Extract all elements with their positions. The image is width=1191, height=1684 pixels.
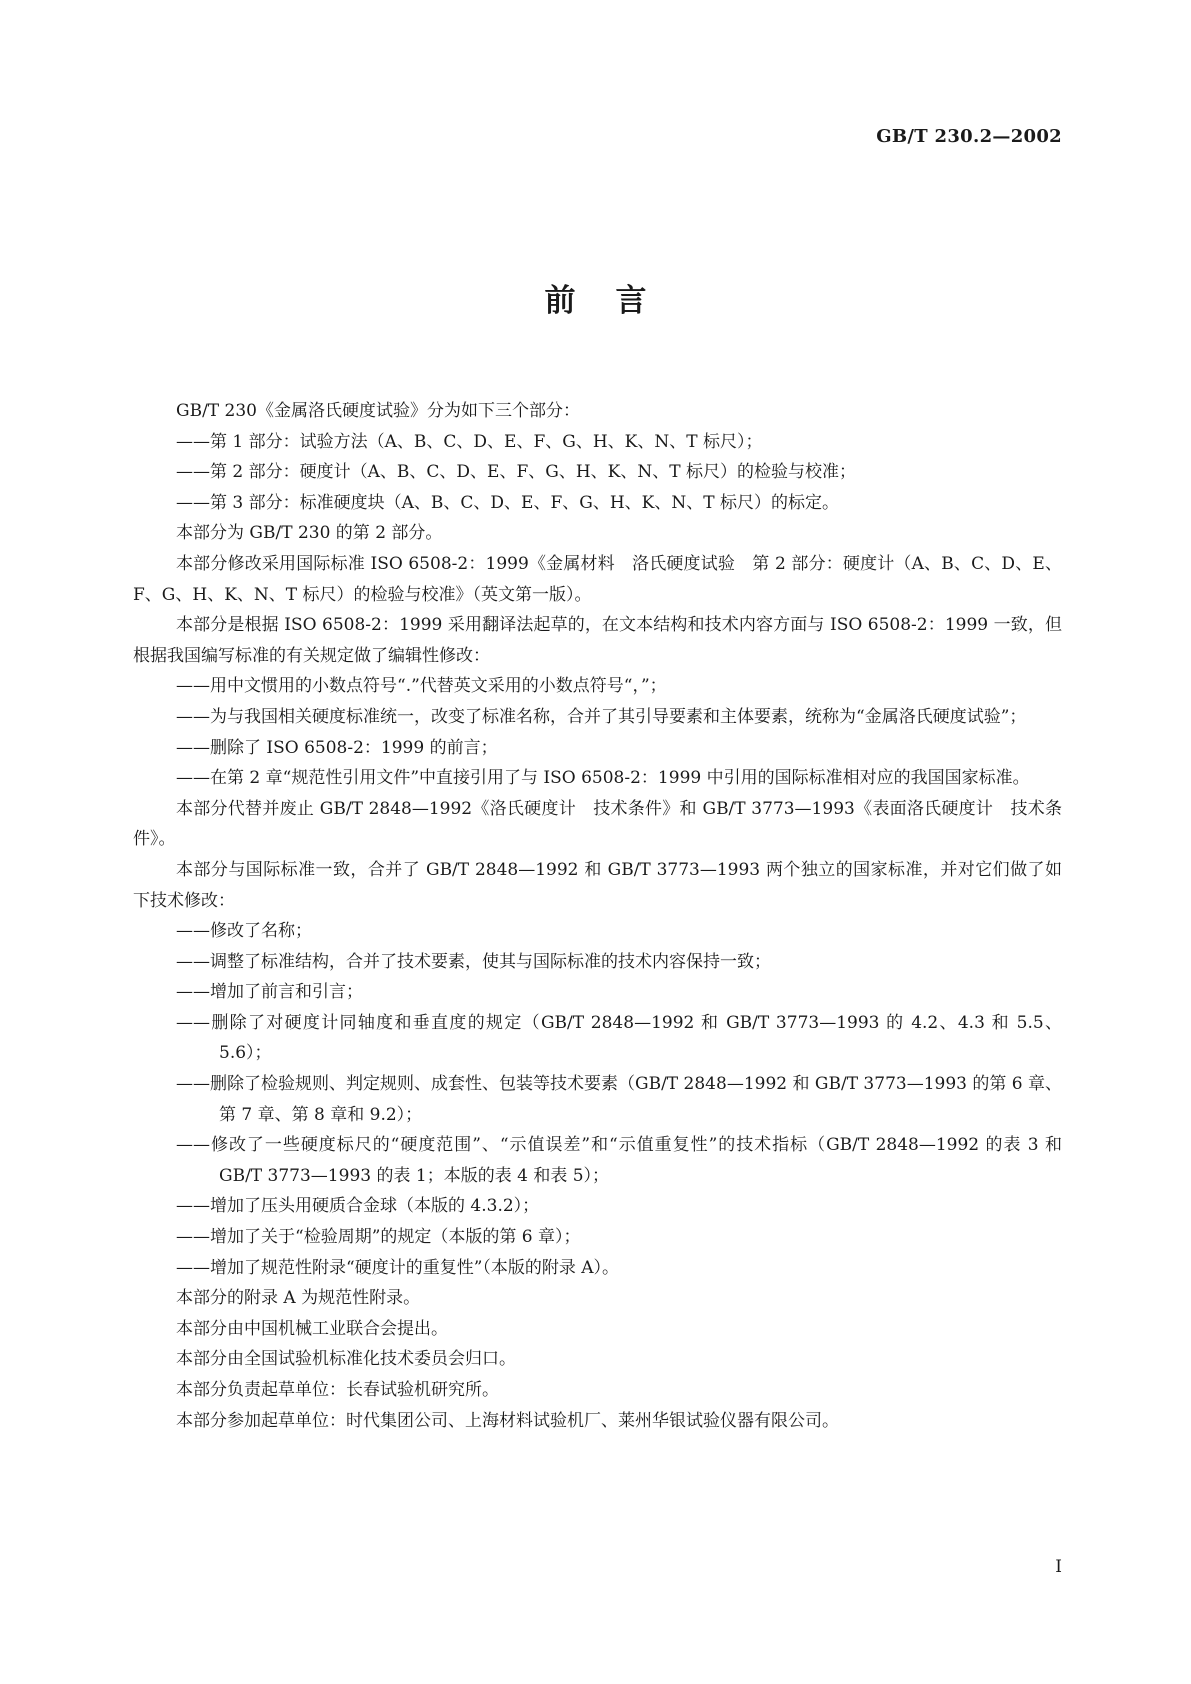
page-title: 前言 xyxy=(544,283,687,319)
list-item: ——修改了一些硬度标尺的“硬度范围”、“示值误差”和“示值重复性”的技术指标（GB/T 2848—1992 的表 3 和 GB/T 3773—1993 的表 1；本版的表 4 和表 5）； xyxy=(176,1135,1062,1186)
list-item: ——第 3 部分：标准硬度块（A、B、C、D、E、F、G、H、K、N、T 标尺）的标定。 xyxy=(176,492,839,513)
list-item: ——增加了关于“检验周期”的规定（本版的第 6 章）； xyxy=(176,1227,581,1248)
paragraph: 本部分代替并废止 GB/T 2848—1992《洛氏硬度计 技术条件》和 GB/T 3773—1993《表面洛氏硬度计 技术条件》。 xyxy=(133,798,1062,850)
list-item: ——增加了规范性附录“硬度计的重复性”（本版的附录 A）。 xyxy=(176,1257,620,1278)
list-item: ——调整了标准结构，合并了技术要素，使其与国际标准的技术内容保持一致； xyxy=(176,951,771,972)
list-item: ——第 2 部分：硬度计（A、B、C、D、E、F、G、H、K、N、T 标尺）的检验与校准； xyxy=(176,462,856,483)
list-item: ——第 1 部分：试验方法（A、B、C、D、E、F、G、H、K、N、T 标尺）； xyxy=(176,431,763,452)
list-item: ——删除了对硬度计同轴度和垂直度的规定（GB/T 2848—1992 和 GB/T 3773—1993 的 4.2、4.3 和 5.5、5.6）； xyxy=(176,1012,1062,1064)
list-item: ——在第 2 章“规范性引用文件”中直接引用了与 ISO 6508-2：1999 中引用的国际标准相对应的我国国家标准。 xyxy=(176,768,1030,789)
list-item: ——增加了压头用硬质合金球（本版的 4.3.2）； xyxy=(176,1196,540,1217)
list-item: ——为与我国相关硬度标准统一，改变了标准名称，合并了其引导要素和主体要素，统称为“金属洛氏硬度试验”； xyxy=(176,706,1027,727)
standard-code: GB/T 230.2—2002 xyxy=(876,126,1062,147)
paragraph: 本部分由中国机械工业联合会提出。 xyxy=(176,1318,448,1339)
paragraph: 本部分为 GB/T 230 的第 2 部分。 xyxy=(176,523,443,544)
paragraph: 本部分与国际标准一致，合并了 GB/T 2848—1992 和 GB/T 3773—1993 两个独立的国家标准，并对它们做了如下技术修改： xyxy=(133,859,1062,911)
paragraph: 本部分的附录 A 为规范性附录。 xyxy=(176,1288,421,1309)
list-item: ——增加了前言和引言； xyxy=(176,982,363,1003)
paragraph: GB/T 230《金属洛氏硬度试验》分为如下三个部分： xyxy=(176,401,580,421)
page-number: I xyxy=(1055,1557,1062,1577)
paragraph: 本部分由全国试验机标准化技术委员会归口。 xyxy=(176,1349,516,1370)
list-item: ——修改了名称； xyxy=(176,921,312,942)
list-item: ——删除了 ISO 6508-2：1999 的前言； xyxy=(176,737,498,758)
list-item: ——删除了检验规则、判定规则、成套性、包装等技术要素（GB/T 2848—1992 和 GB/T 3773—1993 的第 6 章、第 7 章、第 8 章和 9.2）； xyxy=(176,1074,1062,1125)
list-item: ——用中文惯用的小数点符号“.”代替英文采用的小数点符号“，”； xyxy=(176,676,667,697)
paragraph: 本部分参加起草单位：时代集团公司、上海材料试验机厂、莱州华银试验仪器有限公司。 xyxy=(176,1410,839,1431)
foreword-body xyxy=(133,396,1062,1436)
paragraph: 本部分是根据 ISO 6508-2：1999 采用翻译法起草的，在文本结构和技术内容方面与 ISO 6508-2：1999 一致，但根据我国编写标准的有关规定做了编辑性修改： xyxy=(133,615,1062,666)
paragraph: 本部分修改采用国际标准 ISO 6508-2：1999《金属材料 洛氏硬度试验 第 2 部分：硬度计（A、B、C、D、E、F、G、H、K、N、T 标尺）的检验与校准》（英文第一版）。 xyxy=(133,553,1062,605)
paragraph: 本部分负责起草单位：长春试验机研究所。 xyxy=(176,1380,499,1400)
